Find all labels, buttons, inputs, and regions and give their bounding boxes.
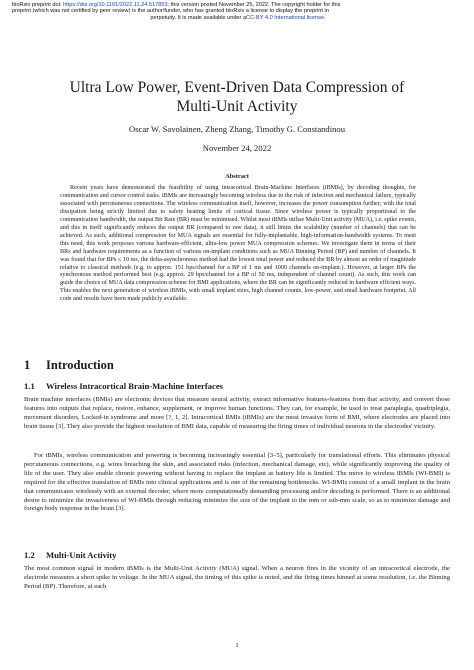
paper-title: Ultra Low Power, Event-Driven Data Compression of Multi-Unit Activity (69, 79, 405, 115)
paragraph-mua: The most common signal in modern iBMIs is the Multi-Unit Activity (MUA) signal. When a neuron fires in the vicinity of an intracortical electrode, the electrode measures a short spike in voltage. In the MUA signal, the timing of this spike is noted, and the firing times binned at some resolution, i.e. the Binning Period (BP). Therefore, at each (24, 565, 450, 590)
preprint-line-2: preprint (which was not certified by peer review) is the author/funder, who has granted bioRxiv a license to display the preprint in (12, 8, 329, 15)
preprint-line-3: perpetuity. It is made available under aCC-BY 4.0 International license. (150, 14, 326, 21)
section-heading-introduction (24, 358, 114, 373)
subsection-number: 1.2 (24, 550, 35, 560)
subsection-heading-wireless-ibmi (24, 381, 223, 391)
paper-date: November 24, 2022 (202, 143, 272, 153)
subsection-title: Multi-Unit Activity (46, 550, 117, 560)
section-number: 1 (24, 358, 31, 372)
paragraph-bmi-intro: Brain machine interfaces (BMIs) are electronic devices that measure neural activity, extract informative features-features from that activity, and convert those features into outputs that replace, restore, enhance, supplement, or improve human functions. They can, for example, be used to treat paraplegia, quadriplegia, movement disorders, Locked-in syndrome and more [?, 1, 2]. Intracortical BMIs (iBMIs) are the most invasive form of BMI, where electrodes are placed into brain tissue [3]. They also provide the highest resolution of BMI data, capable of measuring the firing times of individual neurons in the electrodes' vicinity. (24, 396, 450, 430)
license-link[interactable]: CC-BY 4.0 International license (246, 14, 325, 21)
section-title: Introduction (46, 358, 114, 372)
subsection-title: Wireless Intracortical Brain-Machine Interfaces (46, 381, 224, 391)
subsection-number: 1.1 (24, 381, 35, 391)
paragraph-wireless: For iBMIs, wireless communication and powering is becoming increasingly essential [3–5], particularly for translational efforts. This eliminates physical percutaneous connections, e.g. wires breaching the skin, and associated risks (infection, mechanical damage, etc), while significantly improving the quality of life of the user. They also enable chronic powering without having to replace the implant as battery life is limited. The move to wireless iBMIs (WI-BMI) is required for the effective translation of BMIs into clinical applications and is one of the remaining bottlenecks. WI-BMIs consist of a small implant in the brain that communicates wirelessly with an external decoder, where more computationally demanding processing and/or decoding is performed. There is an additional desire to minimize the invasiveness of WI-BMIs through reducing minimize the size of the implant to the mm or sub-mm scale, so as to minimize damage and foreign body response in the brain [3]. (24, 452, 450, 513)
paper-authors: Oscar W. Savolainen, Zheng Zhang, Timothy G. Constandinou (128, 124, 346, 134)
abstract-body: Recent years have demonstrated the feasibility of using intracortical Brain-Machine Interfaces (iBMIs), by decoding thoughts, for communication and cursor control tasks. iBMIs are increasingly becoming wireless due to the risk of infection and mechanical failure, typically associated with percutaneous connections. The wireless communication itself, however, increases the power consumption further; with the total dissipation being strictly limited due to safety heating limits of cortical tissue. Since wireless power is typically proportional to the communication bandwidth, the output Bit Rate (BR) must be minimised. Whilst most iBMIs utilise Multi-Unit activity (MUA), i.e. spike events, and this in itself significantly reduces the output BR (compared to raw data), it still limits the scalability (number of channels) that can be achieved. As such, additional compression for MUA signals are essential for fully-implantable, high-information-bandwidth systems. To meet this need, this work proposes various hardware-efficient, ultra-low power MUA compression schemes. We investigate them in terms of their BRs and hardware requirements as a function of various on-implant conditions such as MUA Binning Period (BP) and number of channels. It was found that for BPs ≤ 10 ms, the delta-asynchronous method had the lowest total power and reduced the BR by almost an order of magnitude relative to classical methods (e.g. to approx. 151 bps/channel for a BP of 1 ms and 1000 channels on-implant.). However, at larger BPs the synchronous method performed best (e.g. approx. 29 bps/channel for a BP of 50 ms, independent of channel count). As such, this work can guide the choice of MUA data compression scheme for BMI applications, where the BR can be significantly reduced in hardware efficient ways. This enables the next generation of wireless iBMIs, with small implant sizes, high channel counts, low-power, and small hardware footprint. All code and results have been made publicly available. (60, 185, 416, 303)
subsection-heading-mua (24, 550, 116, 560)
doi-link[interactable]: https://doi.org/10.1101/2022.11.24.517853 (63, 2, 168, 8)
page-number: 1 (235, 642, 239, 649)
abstract-heading: Abstract (225, 173, 249, 180)
preprint-notice (12, 2, 464, 21)
preprint-line-1: bioRxiv preprint doi: https://doi.org/10.1101/2022.11.24.517853; this version posted November 25, 2022. The copyright holder for this (12, 2, 341, 8)
